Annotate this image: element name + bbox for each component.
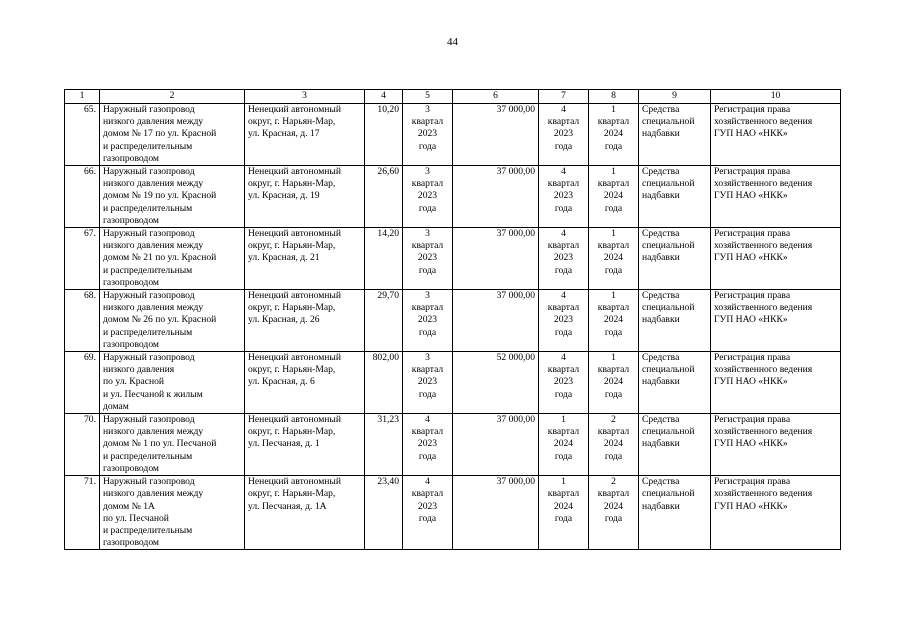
cell-line: года bbox=[604, 450, 623, 462]
cell-line: Средства bbox=[642, 476, 680, 488]
table-row bbox=[65, 414, 841, 476]
cell-line: домом № 26 по ул. Красной bbox=[103, 314, 217, 326]
cell-line: Ненецкий автономный bbox=[248, 104, 341, 115]
cell-line: 3 bbox=[425, 352, 430, 364]
cell-line: 4 bbox=[561, 104, 566, 115]
registration-period-cell bbox=[589, 476, 639, 550]
cell-line: 3 bbox=[425, 290, 430, 302]
cell-line: 2023 bbox=[553, 376, 574, 388]
table-body bbox=[65, 104, 841, 550]
column-header: 9 bbox=[639, 90, 711, 104]
cell-line: округ, г. Нарьян-Мар, bbox=[248, 302, 336, 314]
finish-period-cell bbox=[539, 290, 589, 352]
cell-line: квартал bbox=[411, 116, 444, 128]
cell-line: специальной bbox=[642, 426, 695, 438]
length-cell: 26,60 bbox=[365, 166, 403, 228]
page-number: 44 bbox=[447, 36, 458, 48]
cell-line: Средства bbox=[642, 166, 680, 178]
table-row bbox=[65, 104, 841, 166]
cell-line: Регистрация права bbox=[714, 104, 791, 115]
start-period-cell bbox=[403, 414, 453, 476]
cell-line: ГУП НАО «НКК» bbox=[714, 128, 788, 140]
row-number-cell: 65. bbox=[65, 104, 100, 166]
finish-period-cell bbox=[539, 476, 589, 550]
cell-line: и распределительным bbox=[103, 524, 193, 536]
cell-line: газопроводом bbox=[103, 214, 160, 226]
cell-line: 1 bbox=[611, 166, 616, 178]
cell-line: Средства bbox=[642, 414, 680, 426]
cell-line: года bbox=[418, 264, 437, 276]
cell-line: 2024 bbox=[603, 314, 624, 326]
cell-line: округ, г. Нарьян-Мар, bbox=[248, 116, 336, 128]
start-period-cell bbox=[403, 166, 453, 228]
cell-line: Регистрация права bbox=[714, 476, 791, 488]
cell-line: надбавки bbox=[642, 314, 680, 326]
funding-source-cell bbox=[639, 228, 711, 290]
column-header: 6 bbox=[453, 90, 539, 104]
cell-line: низкого давления между bbox=[103, 426, 204, 438]
cell-line: и распределительным bbox=[103, 202, 193, 214]
registration-period-cell bbox=[589, 166, 639, 228]
column-header: 8 bbox=[589, 90, 639, 104]
column-header: 5 bbox=[403, 90, 453, 104]
cell-line: Наружный газопровод bbox=[103, 104, 195, 115]
cell-line: года bbox=[418, 326, 437, 338]
cell-line: Наружный газопровод bbox=[103, 476, 195, 488]
cell-line: ул. Песчаная, д. 1А bbox=[248, 500, 327, 512]
cell-line: 2024 bbox=[603, 500, 624, 512]
cell-line: 2023 bbox=[553, 252, 574, 264]
cell-line: квартал bbox=[547, 426, 580, 438]
funding-source-cell bbox=[639, 290, 711, 352]
cell-line: квартал bbox=[411, 178, 444, 190]
cell-line: Наружный газопровод bbox=[103, 166, 195, 178]
cell-line: 2024 bbox=[603, 438, 624, 450]
cell-line: квартал bbox=[597, 488, 630, 500]
cell-line: квартал bbox=[597, 426, 630, 438]
cell-line: округ, г. Нарьян-Мар, bbox=[248, 426, 336, 438]
address-cell bbox=[245, 352, 365, 414]
cell-line: домом № 21 по ул. Красной bbox=[103, 252, 217, 264]
registration-period-cell bbox=[589, 414, 639, 476]
row-number-cell: 71. bbox=[65, 476, 100, 550]
cell-line: надбавки bbox=[642, 190, 680, 202]
cell-line: года bbox=[554, 512, 573, 524]
cell-line: года bbox=[604, 264, 623, 276]
cell-line: 4 bbox=[561, 228, 566, 240]
funding-source-cell bbox=[639, 414, 711, 476]
note-cell bbox=[711, 290, 841, 352]
cell-line: газопроводом bbox=[103, 276, 160, 288]
cell-line: 2024 bbox=[553, 500, 574, 512]
registration-period-cell bbox=[589, 290, 639, 352]
start-period-cell bbox=[403, 228, 453, 290]
column-header: 3 bbox=[245, 90, 365, 104]
funding-source-cell bbox=[639, 104, 711, 166]
cell-line: квартал bbox=[547, 488, 580, 500]
cost-cell: 37 000,00 bbox=[453, 290, 539, 352]
cell-line: квартал bbox=[597, 178, 630, 190]
row-number-cell: 67. bbox=[65, 228, 100, 290]
cell-line: 4 bbox=[425, 476, 430, 488]
address-cell bbox=[245, 414, 365, 476]
cell-line: округ, г. Нарьян-Мар, bbox=[248, 488, 336, 500]
cell-line: и распределительным bbox=[103, 326, 193, 338]
cell-line: хозяйственного ведения bbox=[714, 178, 813, 190]
cell-line: 2023 bbox=[417, 190, 438, 202]
table-row bbox=[65, 352, 841, 414]
cell-line: года bbox=[418, 388, 437, 400]
cell-line: специальной bbox=[642, 488, 695, 500]
cell-line: Регистрация права bbox=[714, 352, 791, 364]
object-name-cell bbox=[100, 104, 245, 166]
row-number-cell: 70. bbox=[65, 414, 100, 476]
object-name-cell bbox=[100, 290, 245, 352]
header-row bbox=[65, 90, 841, 104]
address-cell bbox=[245, 476, 365, 550]
cell-line: года bbox=[554, 264, 573, 276]
funding-source-cell bbox=[639, 476, 711, 550]
cell-line: Средства bbox=[642, 228, 680, 240]
table-row bbox=[65, 290, 841, 352]
note-cell bbox=[711, 352, 841, 414]
cell-line: квартал bbox=[547, 364, 580, 376]
cell-line: 1 bbox=[611, 290, 616, 302]
cell-line: Ненецкий автономный bbox=[248, 476, 341, 488]
cell-line: 2024 bbox=[603, 190, 624, 202]
column-header: 4 bbox=[365, 90, 403, 104]
cell-line: 2 bbox=[611, 476, 616, 488]
cell-line: хозяйственного ведения bbox=[714, 364, 813, 376]
cell-line: Наружный газопровод bbox=[103, 290, 195, 302]
cell-line: надбавки bbox=[642, 500, 680, 512]
cell-line: Ненецкий автономный bbox=[248, 290, 341, 302]
cell-line: квартал bbox=[547, 178, 580, 190]
object-name-cell bbox=[100, 228, 245, 290]
cell-line: Регистрация права bbox=[714, 414, 791, 426]
cell-line: надбавки bbox=[642, 128, 680, 140]
cell-line: Средства bbox=[642, 104, 680, 115]
cell-line: квартал bbox=[597, 302, 630, 314]
cell-line: 4 bbox=[561, 352, 566, 364]
cell-line: 2023 bbox=[417, 252, 438, 264]
cell-line: специальной bbox=[642, 240, 695, 252]
cell-line: специальной bbox=[642, 178, 695, 190]
cost-cell: 37 000,00 bbox=[453, 476, 539, 550]
finish-period-cell bbox=[539, 104, 589, 166]
length-cell: 14,20 bbox=[365, 228, 403, 290]
note-cell bbox=[711, 414, 841, 476]
cell-line: квартал bbox=[411, 426, 444, 438]
length-cell: 29,70 bbox=[365, 290, 403, 352]
cell-line: Наружный газопровод bbox=[103, 414, 195, 426]
cell-line: ул. Красная, д. 21 bbox=[248, 252, 320, 264]
cell-line: 4 bbox=[561, 166, 566, 178]
cell-line: года bbox=[604, 202, 623, 214]
row-number-cell: 68. bbox=[65, 290, 100, 352]
cell-line: ГУП НАО «НКК» bbox=[714, 314, 788, 326]
cell-line: 1 bbox=[611, 104, 616, 115]
cell-line: квартал bbox=[547, 302, 580, 314]
cell-line: года bbox=[554, 202, 573, 214]
cell-line: года bbox=[604, 140, 623, 152]
row-number-cell: 66. bbox=[65, 166, 100, 228]
cell-line: по ул. Песчаной bbox=[103, 512, 169, 524]
cell-line: года bbox=[604, 388, 623, 400]
cell-line: и распределительным bbox=[103, 450, 193, 462]
cell-line: ул. Песчаная, д. 1 bbox=[248, 438, 320, 450]
cell-line: Наружный газопровод bbox=[103, 352, 195, 364]
cell-line: квартал bbox=[547, 116, 580, 128]
cell-line: Регистрация права bbox=[714, 166, 791, 178]
cell-line: 2023 bbox=[417, 500, 438, 512]
start-period-cell bbox=[403, 352, 453, 414]
cell-line: 2024 bbox=[553, 438, 574, 450]
object-name-cell bbox=[100, 166, 245, 228]
cell-line: Ненецкий автономный bbox=[248, 352, 341, 364]
cell-line: хозяйственного ведения bbox=[714, 488, 813, 500]
start-period-cell bbox=[403, 476, 453, 550]
cell-line: надбавки bbox=[642, 438, 680, 450]
cell-line: квартал bbox=[411, 364, 444, 376]
finish-period-cell bbox=[539, 228, 589, 290]
table-row bbox=[65, 228, 841, 290]
cell-line: специальной bbox=[642, 302, 695, 314]
cell-line: года bbox=[418, 140, 437, 152]
object-name-cell bbox=[100, 352, 245, 414]
cell-line: хозяйственного ведения bbox=[714, 240, 813, 252]
cell-line: округ, г. Нарьян-Мар, bbox=[248, 364, 336, 376]
object-table bbox=[64, 89, 841, 550]
cell-line: 2023 bbox=[553, 190, 574, 202]
column-header: 2 bbox=[100, 90, 245, 104]
cell-line: 2023 bbox=[553, 314, 574, 326]
cell-line: низкого давления между bbox=[103, 116, 204, 128]
length-cell: 31,23 bbox=[365, 414, 403, 476]
cell-line: газопроводом bbox=[103, 537, 160, 549]
cell-line: газопроводом bbox=[103, 152, 160, 164]
cell-line: Регистрация права bbox=[714, 228, 791, 240]
cell-line: года bbox=[554, 140, 573, 152]
cell-line: года bbox=[418, 202, 437, 214]
cell-line: квартал bbox=[411, 240, 444, 252]
object-name-cell bbox=[100, 476, 245, 550]
cell-line: квартал bbox=[597, 364, 630, 376]
cell-line: хозяйственного ведения bbox=[714, 116, 813, 128]
length-cell: 23,40 bbox=[365, 476, 403, 550]
funding-source-cell bbox=[639, 166, 711, 228]
cell-line: специальной bbox=[642, 116, 695, 128]
column-header: 7 bbox=[539, 90, 589, 104]
table-row bbox=[65, 166, 841, 228]
row-number-cell: 69. bbox=[65, 352, 100, 414]
cell-line: 1 bbox=[561, 476, 566, 488]
cost-cell: 37 000,00 bbox=[453, 166, 539, 228]
cell-line: ул. Красная, д. 17 bbox=[248, 128, 320, 140]
cell-line: домам bbox=[103, 400, 129, 412]
cell-line: и ул. Песчаной к жилым bbox=[103, 388, 203, 400]
cell-line: 1 bbox=[611, 228, 616, 240]
cell-line: квартал bbox=[597, 240, 630, 252]
finish-period-cell bbox=[539, 166, 589, 228]
cell-line: 2023 bbox=[417, 438, 438, 450]
object-name-cell bbox=[100, 414, 245, 476]
table-row bbox=[65, 476, 841, 550]
cell-line: 3 bbox=[425, 228, 430, 240]
cell-line: 2024 bbox=[603, 376, 624, 388]
cell-line: 2 bbox=[611, 414, 616, 426]
finish-period-cell bbox=[539, 352, 589, 414]
cell-line: года bbox=[418, 512, 437, 524]
cell-line: низкого давления между bbox=[103, 240, 204, 252]
address-cell bbox=[245, 228, 365, 290]
cell-line: 4 bbox=[561, 290, 566, 302]
note-cell bbox=[711, 104, 841, 166]
cell-line: Средства bbox=[642, 290, 680, 302]
cell-line: года bbox=[554, 388, 573, 400]
cell-line: надбавки bbox=[642, 376, 680, 388]
cell-line: 2023 bbox=[417, 128, 438, 140]
length-cell: 10,20 bbox=[365, 104, 403, 166]
cell-line: ГУП НАО «НКК» bbox=[714, 190, 788, 202]
cell-line: Ненецкий автономный bbox=[248, 228, 341, 240]
note-cell bbox=[711, 166, 841, 228]
address-cell bbox=[245, 290, 365, 352]
cell-line: Регистрация права bbox=[714, 290, 791, 302]
cell-line: 1 bbox=[611, 352, 616, 364]
cell-line: газопроводом bbox=[103, 338, 160, 350]
cell-line: квартал bbox=[547, 240, 580, 252]
start-period-cell bbox=[403, 290, 453, 352]
cell-line: домом № 19 по ул. Красной bbox=[103, 190, 217, 202]
cell-line: 2024 bbox=[603, 128, 624, 140]
registration-period-cell bbox=[589, 352, 639, 414]
cell-line: квартал bbox=[411, 488, 444, 500]
cost-cell: 37 000,00 bbox=[453, 414, 539, 476]
cell-line: года bbox=[604, 326, 623, 338]
cell-line: специальной bbox=[642, 364, 695, 376]
column-header: 10 bbox=[711, 90, 841, 104]
cell-line: низкого давления bbox=[103, 364, 175, 376]
cell-line: квартал bbox=[411, 302, 444, 314]
cell-line: ГУП НАО «НКК» bbox=[714, 500, 788, 512]
cell-line: низкого давления между bbox=[103, 488, 204, 500]
cell-line: Средства bbox=[642, 352, 680, 364]
cell-line: округ, г. Нарьян-Мар, bbox=[248, 240, 336, 252]
cell-line: округ, г. Нарьян-Мар, bbox=[248, 178, 336, 190]
cell-line: 3 bbox=[425, 104, 430, 115]
cell-line: газопроводом bbox=[103, 462, 160, 474]
cell-line: домом № 1А bbox=[103, 500, 155, 512]
address-cell bbox=[245, 166, 365, 228]
address-cell bbox=[245, 104, 365, 166]
cell-line: года bbox=[418, 450, 437, 462]
length-cell: 802,00 bbox=[365, 352, 403, 414]
cost-cell: 52 000,00 bbox=[453, 352, 539, 414]
cell-line: Ненецкий автономный bbox=[248, 414, 341, 426]
cell-line: 4 bbox=[425, 414, 430, 426]
note-cell bbox=[711, 228, 841, 290]
cell-line: ГУП НАО «НКК» bbox=[714, 438, 788, 450]
cell-line: по ул. Красной bbox=[103, 376, 165, 388]
cell-line: 3 bbox=[425, 166, 430, 178]
start-period-cell bbox=[403, 104, 453, 166]
cell-line: 1 bbox=[561, 414, 566, 426]
cell-line: 2023 bbox=[417, 376, 438, 388]
cost-cell: 37 000,00 bbox=[453, 104, 539, 166]
cell-line: низкого давления между bbox=[103, 302, 204, 314]
cell-line: надбавки bbox=[642, 252, 680, 264]
cell-line: хозяйственного ведения bbox=[714, 426, 813, 438]
cell-line: 2023 bbox=[553, 128, 574, 140]
cell-line: Ненецкий автономный bbox=[248, 166, 341, 178]
cell-line: квартал bbox=[597, 116, 630, 128]
registration-period-cell bbox=[589, 228, 639, 290]
finish-period-cell bbox=[539, 414, 589, 476]
cost-cell: 37 000,00 bbox=[453, 228, 539, 290]
cell-line: ГУП НАО «НКК» bbox=[714, 252, 788, 264]
cell-line: низкого давления между bbox=[103, 178, 204, 190]
column-header: 1 bbox=[65, 90, 100, 104]
cell-line: 2023 bbox=[417, 314, 438, 326]
note-cell bbox=[711, 476, 841, 550]
cell-line: ул. Красная, д. 6 bbox=[248, 376, 315, 388]
cell-line: хозяйственного ведения bbox=[714, 302, 813, 314]
cell-line: ул. Красная, д. 19 bbox=[248, 190, 320, 202]
cell-line: и распределительным bbox=[103, 264, 193, 276]
cell-line: домом № 1 по ул. Песчаной bbox=[103, 438, 217, 450]
cell-line: года bbox=[604, 512, 623, 524]
cell-line: ГУП НАО «НКК» bbox=[714, 376, 788, 388]
cell-line: Наружный газопровод bbox=[103, 228, 195, 240]
registration-period-cell bbox=[589, 104, 639, 166]
cell-line: ул. Красная, д. 26 bbox=[248, 314, 320, 326]
cell-line: 2024 bbox=[603, 252, 624, 264]
cell-line: и распределительным bbox=[103, 140, 193, 152]
funding-source-cell bbox=[639, 352, 711, 414]
cell-line: домом № 17 по ул. Красной bbox=[103, 128, 217, 140]
cell-line: года bbox=[554, 326, 573, 338]
cell-line: года bbox=[554, 450, 573, 462]
